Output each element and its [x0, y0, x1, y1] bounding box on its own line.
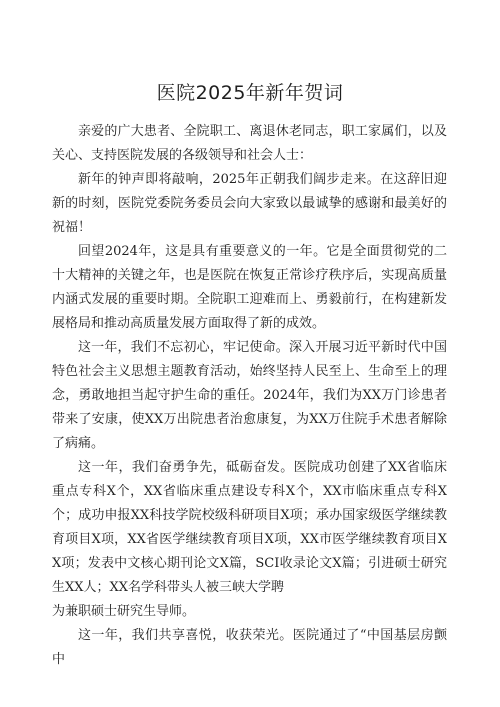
- paragraph-continuation: 为兼职硕士研究生导师。: [52, 604, 196, 619]
- paragraph-honors: 这一年，我们共享喜悦，收获荣光。医院通过了“中国基层房颤中: [52, 628, 447, 667]
- paragraph-salutation: 亲爱的广大患者、全院职工、离退休老同志，职工家属们，以及关心、支持医院发展的各级领导和社会人士：: [52, 124, 447, 163]
- paragraph-new-year-greeting: 新年的钟声即将敲响，2025年正朝我们阔步走来。在这辞旧迎新的时刻，医院党委院务委员会向大家致以最诚挚的感谢和最美好的祝福！: [52, 172, 447, 235]
- paragraph-achievements: 这一年，我们奋勇争先，砥砺奋发。医院成功创建了XX省临床重点专科X个，XX省临床重点建设专科X个，XX市临床重点专科X个；成功申报XX科技学院校级科研项目X项；承办国家级医学继续教育项目X项，XX省医学继续教育项目X项，XX市医学继续教育项目XX项；发表中文核心期刊论文X篇，SCI收录论文X篇；引进硕士研究生XX人；XX名学科带头人被三峡大学聘: [52, 460, 447, 595]
- document-title: 医院2025年新年贺词: [156, 82, 344, 104]
- paragraph-mission: 这一年，我们不忘初心，牢记使命。深入开展习近平新时代中国特色社会主义思想主题教育活动，始终坚持人民至上、生命至上的理念，勇敢地担当起守护生命的重任。2024年，我们为XX万门诊患者带来了安康，使XX万出院患者治愈康复，为XX万住院手术患者解除了病痛。: [52, 340, 447, 451]
- paragraph-review-2024: 回望2024年，这是具有重要意义的一年。它是全面贯彻党的二十大精神的关键之年，也是医院在恢复正常诊疗秩序后，实现高质量内涵式发展的重要时期。全院职工迎难而上、勇毅前行，在构建新发展格局和推动高质量发展方面取得了新的成效。: [52, 244, 447, 331]
- document-body: [52, 120, 447, 672]
